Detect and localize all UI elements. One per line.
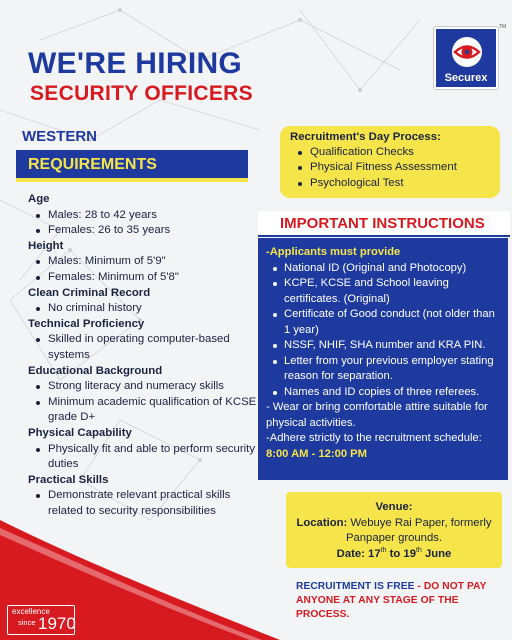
eye-icon (450, 35, 484, 69)
date-label: Date: (336, 547, 365, 560)
provide-label: -Applicants must provide (266, 246, 401, 258)
attire-note: - Wear or bring comfortable attire suitable for physical activities. (266, 401, 488, 429)
req-heading-education: Educational Background (28, 364, 163, 377)
instruction-item: Letter from your previous employer stating reason for separation. (266, 354, 502, 385)
date-mid: to 19 (386, 547, 416, 560)
venue-title: Venue: (375, 501, 413, 513)
requirements-banner (16, 150, 248, 182)
region-label: WESTERN (22, 128, 97, 145)
trademark-mark: TM (499, 24, 507, 30)
req-item: Males: 28 to 42 years (28, 208, 258, 224)
notice-free: RECRUITMENT IS FREE (296, 581, 415, 592)
date-start: 17 (364, 547, 381, 560)
date-end: June (421, 547, 452, 560)
location-label: Location: (296, 516, 348, 529)
req-item: Strong literacy and numeracy skills (28, 379, 258, 395)
location-value: Webuye Rai Paper, formerly Panpaper grounds. (345, 516, 492, 544)
schedule-time: 8:00 AM - 12:00 PM (266, 447, 367, 460)
req-heading-criminal-record: Clean Criminal Record (28, 286, 151, 299)
venue-date (286, 547, 502, 563)
req-item: Females: 26 to 35 years (28, 223, 258, 239)
date-start-suffix: th (380, 546, 387, 554)
req-heading-practical: Practical Skills (28, 473, 109, 486)
instruction-item: NSSF, NHIF, SHA number and KRA PIN. (266, 338, 502, 354)
notice-warning: - DO NOT PAY ANYONE AT ANY STAGE OF THE PROCESS. (296, 581, 487, 620)
venue-box (286, 492, 502, 568)
subheadline: SECURITY OFFICERS (30, 82, 253, 105)
schedule-note (266, 431, 502, 462)
req-item: Males: Minimum of 5'9" (28, 254, 258, 270)
headline: WE'RE HIRING (28, 47, 243, 80)
venue-location (286, 516, 502, 547)
instructions-title: IMPORTANT INSTRUCTIONS (280, 215, 485, 232)
req-item: Skilled in operating computer-based systems (28, 332, 258, 363)
instruction-item: Names and ID copies of three referees. (266, 385, 502, 401)
req-heading-technical: Technical Proficiency (28, 317, 145, 330)
logo-text: Securex (444, 72, 488, 84)
req-item: Minimum academic qualification of KCSE grade D+ (28, 395, 258, 426)
schedule-text: -Adhere strictly to the recruitment schedule: (266, 432, 482, 444)
requirements-title: REQUIREMENTS (28, 156, 157, 173)
req-item: Demonstrate relevant practical skills related to security responsibilities (28, 488, 258, 519)
instruction-item: Certificate of Good conduct (not older than 1 year) (266, 307, 502, 338)
instruction-item: KCPE, KCSE and School leaving certificates. (Original) (266, 276, 502, 307)
process-title: Recruitment's Day Process: (290, 131, 441, 143)
badge-year: 1970 (38, 614, 76, 633)
excellence-badge (7, 605, 75, 635)
date-end-suffix: th (415, 546, 422, 554)
free-recruitment-notice (296, 580, 506, 622)
req-item: Physically fit and able to perform security duties (28, 442, 258, 473)
badge-line1: excellence (12, 607, 50, 616)
req-heading-physical: Physical Capability (28, 426, 132, 439)
req-item: No criminal history (28, 301, 258, 317)
instructions-panel (258, 238, 508, 480)
requirements-list (28, 192, 258, 519)
instructions-banner (258, 211, 510, 237)
req-heading-age: Age (28, 193, 50, 205)
process-item: Qualification Checks (290, 145, 490, 160)
securex-logo (434, 27, 498, 89)
process-item: Psychological Test (290, 176, 490, 191)
recruitment-process-box (280, 126, 500, 198)
req-heading-height: Height (28, 239, 64, 252)
req-item: Females: Minimum of 5'8" (28, 270, 258, 286)
instruction-item: National ID (Original and Photocopy) (266, 261, 502, 277)
badge-line2: since (18, 618, 36, 627)
process-item: Physical Fitness Assessment (290, 160, 490, 175)
